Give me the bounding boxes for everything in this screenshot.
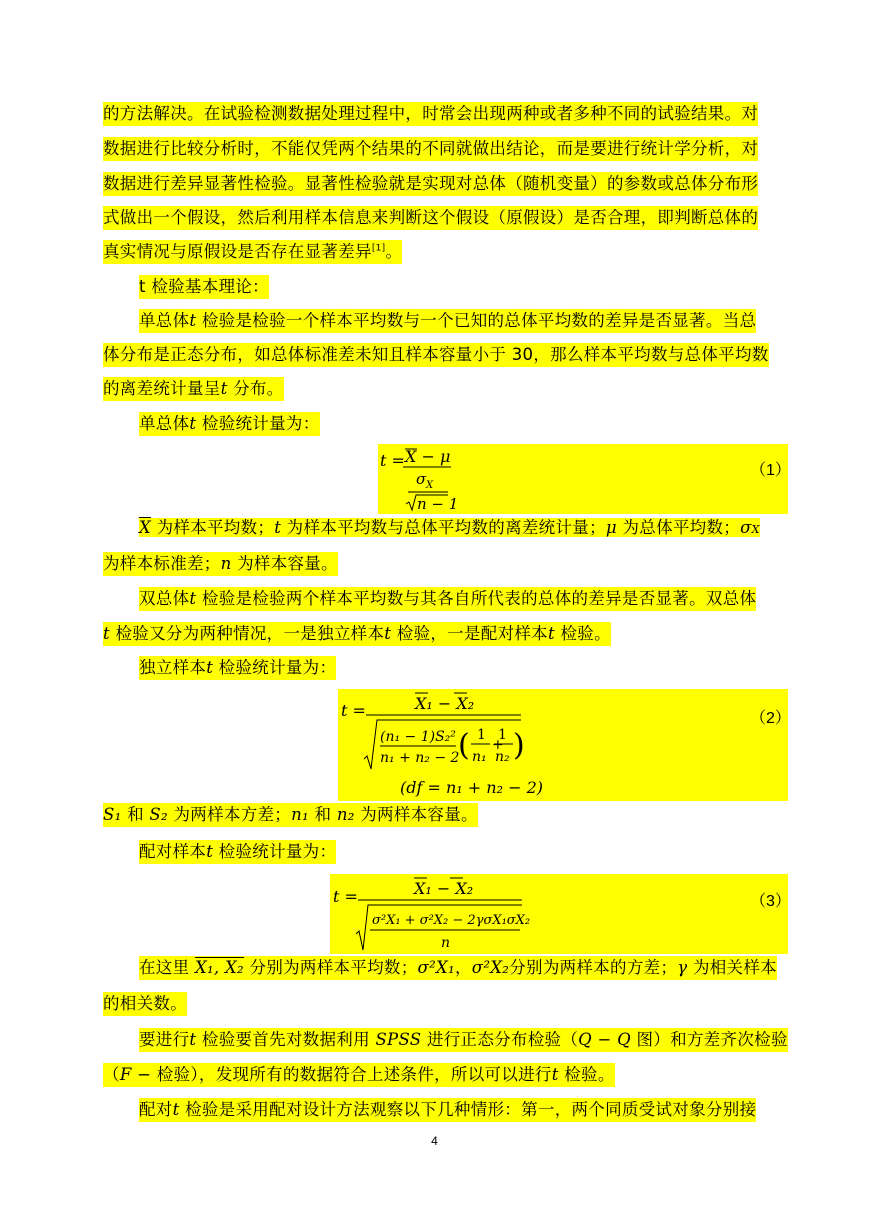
equation-1 [378, 444, 791, 514]
one-sample-line-1 [139, 309, 756, 333]
eq2-paren-right: ) [513, 728, 525, 763]
two-sample-text-a: 双总体 [139, 589, 190, 608]
last-text-a: 配对 [139, 1100, 173, 1119]
paired-label-a: 配对样本 [139, 842, 207, 861]
ind-label-b: 检验统计量为： [213, 658, 337, 677]
spss-text-f: − 检验），发现所有的数据符合上述条件，所以可以进行 [131, 1065, 552, 1084]
intro-line-4: 式做出一个假设，然后利用样本信息来判断这个假设（原假设）是否合理，即判断总体的 [103, 206, 758, 230]
paired-desc-line [139, 1098, 756, 1122]
equation-2-formula [338, 689, 788, 801]
paired-label-b: 检验统计量为： [213, 842, 337, 861]
defs3-line-1 [139, 956, 777, 980]
defs1-text-c: 为总体平均数； [616, 518, 741, 537]
eq1-number: （1） [750, 462, 791, 479]
eq1-lhs: t = [380, 451, 405, 470]
spss-text-b: 检验要首先对数据利用 [196, 1030, 376, 1049]
defs1-line-1 [139, 516, 760, 542]
intro-line-3: 数据进行差异显著性检验。显著性检验就是实现对总体（随机变量）的参数或总体分布形 [103, 172, 758, 196]
eq2-frac1-num: 1 [477, 727, 486, 743]
var-gamma: γ [677, 958, 688, 977]
eq3-inner-den: n [441, 935, 451, 951]
citation-ref: [1] [371, 243, 386, 254]
var-x1-x2: X₁, X₂ [194, 958, 244, 977]
var-mu: μ [605, 518, 617, 537]
var-sigma-sub: X [751, 523, 760, 536]
var-n2: n₂ [336, 805, 355, 824]
two-sample-text-b: 检验是检验两个样本平均数与其各自所代表的总体的差异是否显著。双总体 [196, 589, 757, 608]
var-t: t [189, 589, 197, 608]
stat-label-b: 检验统计量为： [196, 414, 320, 433]
var-t: t [172, 1100, 180, 1119]
last-text-b: 检验是采用配对设计方法观察以下几种情形：第一，两个同质受试对象分别接 [179, 1100, 757, 1119]
defs1-text-e: 为样本容量。 [231, 554, 338, 573]
var-s1: S₁ [103, 805, 122, 824]
var-t: t [274, 518, 282, 537]
intro-line-5-text: 真实情况与原假设是否存在显著差异 [103, 242, 372, 261]
var-t: t [189, 1030, 197, 1049]
eq3-lhs: t = [333, 887, 358, 906]
var-t: t [206, 658, 214, 677]
spss-text-d: 图）和方差齐次检验 [631, 1030, 788, 1049]
intro-line-1: 的方法解决。在试验检测数据处理过程中，时常会出现两种或者多种不同的试验结果。对 [103, 102, 758, 126]
var-sigma-x2-sq: σ²X₂ [471, 958, 510, 977]
stat-label-a: 单总体 [139, 414, 190, 433]
eq2-paren-left: ( [458, 728, 470, 763]
var-t: t [189, 311, 197, 330]
defs3-line-2: 的相关数。 [103, 992, 187, 1016]
var-n: n [220, 554, 232, 573]
paired-stat-label [139, 840, 336, 864]
defs3-comma: ， [454, 958, 472, 977]
var-s2: S₂ [149, 805, 168, 824]
var-t: t [547, 624, 555, 643]
var-t: t [551, 1065, 559, 1084]
eq3-inner-num: σ²X₁ + σ²X₂ − 2γσX₁σX₂ [372, 913, 531, 928]
spss-text-a: 要进行 [139, 1030, 190, 1049]
defs1-text-d: 为样本标准差； [103, 554, 221, 573]
var-t: t [206, 842, 214, 861]
intro-line-5 [103, 240, 402, 264]
eq2-frac1-den: n₁ [472, 749, 487, 765]
var-t: t [220, 379, 228, 398]
one-sample-text-a: 单总体 [139, 311, 190, 330]
qq-label: Q − Q [578, 1030, 631, 1049]
defs1-text-b: 为样本平均数与总体平均数的离差统计量； [281, 518, 606, 537]
var-xbar: $\overline{X}$ [139, 518, 152, 537]
f-label: F [119, 1065, 132, 1084]
defs3-text-d: 为相关样本 [687, 958, 777, 977]
eq2-numerator: X₁ − X₂ [415, 694, 475, 713]
eq3-numerator: X₁ − X₂ [414, 879, 474, 898]
eq2-frac2-num: 1 [498, 727, 507, 743]
defs1-text-a: 为样本平均数； [151, 518, 275, 537]
one-sample-line-3 [103, 377, 284, 401]
eq2-number: （2） [750, 710, 791, 727]
one-sample-line-2: 体分布是正态分布，如总体标准差未知且样本容量小于 30，那么样本平均数与总体平均数 [103, 343, 769, 367]
eq3-number: （3） [750, 893, 791, 910]
eq2-plus: + [492, 737, 504, 753]
equation-2 [338, 689, 791, 801]
two-sample-line-1 [139, 587, 756, 611]
var-t: t [384, 624, 392, 643]
two-sample-line-2 [103, 622, 611, 646]
equation-1-formula [378, 444, 788, 514]
eq2-inner-num: (n₁ − 1)S₂² [380, 729, 456, 745]
spss-name: SPSS [375, 1030, 422, 1049]
two-sample-text-d: 检验，一是配对样本 [391, 624, 548, 643]
intro-line-5-end: 。 [385, 242, 403, 261]
defs2-end: 为两样本容量。 [354, 805, 478, 824]
equation-3 [330, 874, 791, 954]
defs3-text-a: 在这里 [139, 958, 195, 977]
var-t: t [103, 624, 110, 643]
spss-line-1 [139, 1028, 788, 1052]
intro-line-2: 数据进行比较分析时，不能仅凭两个结果的不同就做出结论，而是要进行统计学分析，对 [103, 137, 758, 161]
eq1-den-bottom: n − 1 [417, 495, 459, 513]
eq2-lhs: t = [341, 701, 366, 720]
eq2-frac2-den: n₂ [495, 749, 510, 765]
section-heading: t 检验基本理论： [139, 275, 269, 299]
eq1-numerator: X − μ [405, 447, 451, 466]
defs2-line [103, 803, 478, 827]
defs1-highlight [139, 518, 760, 537]
var-n1: n₁ [291, 805, 309, 824]
defs2-and-2: 和 [308, 805, 337, 824]
ind-label-a: 独立样本 [139, 658, 207, 677]
eq2-df: (df = n₁ + n₂ − 2) [400, 778, 543, 797]
one-sample-text-d: 分布。 [227, 379, 284, 398]
equation-3-formula [330, 874, 788, 954]
defs1-line-2 [103, 552, 338, 576]
page-number: 4 [431, 1134, 438, 1148]
defs2-mid: 为两样本方差； [167, 805, 292, 824]
spss-text-g: 检验。 [558, 1065, 615, 1084]
one-sample-text-b: 检验是检验一个样本平均数与一个已知的总体平均数的差异是否显著。当总 [196, 311, 757, 330]
defs3-text-b: 分别为两样本平均数； [243, 958, 418, 977]
independent-stat-label [139, 656, 336, 680]
var-sigma-x1-sq: σ²X₁ [417, 958, 455, 977]
one-sample-stat-label [139, 412, 320, 436]
eq2-inner-den: n₁ + n₂ − 2 [380, 750, 460, 766]
two-sample-text-e: 检验。 [554, 624, 611, 643]
spss-line-2 [103, 1063, 615, 1087]
eq1-sigma: σ [416, 470, 427, 488]
defs2-and-1: 和 [121, 805, 150, 824]
var-t: t [189, 414, 197, 433]
spss-text-e: （ [103, 1065, 120, 1084]
spss-text-c: 进行正态分布检验（ [421, 1030, 579, 1049]
var-sigma: σ [740, 518, 752, 537]
defs3-text-c: 分别为两样本的方差； [509, 958, 678, 977]
one-sample-text-c: 的离差统计量呈 [103, 379, 221, 398]
two-sample-text-c: 检验又分为两种情况，一是独立样本 [109, 624, 385, 643]
eq1-sigma-sub: X [426, 480, 434, 491]
